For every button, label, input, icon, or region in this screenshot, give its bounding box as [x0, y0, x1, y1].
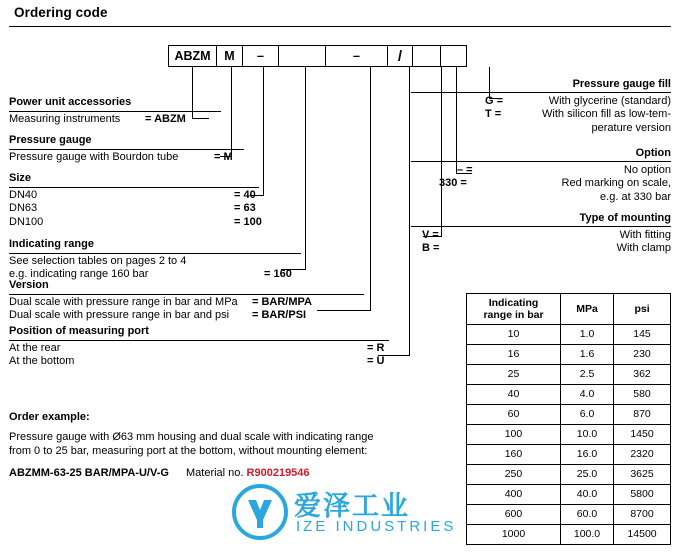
row-port-bottom-text: At the bottom: [9, 355, 75, 367]
row-fill-silicon-key: T =: [485, 108, 502, 120]
watermark: [232, 482, 457, 548]
cell-range: 10: [467, 325, 561, 345]
row-example-range-value: = 160: [264, 268, 292, 280]
row-option-none: [411, 164, 671, 178]
block-pressure-gauge: [9, 134, 244, 164]
order-example-code-line: [9, 466, 449, 481]
block-fill-heading: Pressure gauge fill: [572, 78, 671, 90]
row-dn63-text: DN63: [9, 202, 38, 214]
row-version-bar-mpa-text: Dual scale with pressure range in bar and MPa: [9, 295, 238, 308]
block-fill-divider: [411, 92, 671, 93]
cell-mpa: 40.0: [560, 485, 613, 505]
cell-mpa: 2.5: [560, 365, 613, 385]
row-fill-glycerine: [411, 95, 671, 109]
cell-mpa: 60.0: [560, 505, 613, 525]
row-bourdon-tube-text: Pressure gauge with Bourdon tube: [9, 150, 179, 163]
block-mounting-heading: Type of mounting: [579, 212, 671, 224]
row-option-red-marking-key: 330 =: [439, 177, 467, 189]
code-box-version: –: [325, 45, 388, 67]
block-mounting-divider: [411, 226, 671, 227]
block-pressure-gauge-fill: [411, 78, 671, 135]
leader-line-size-vertical: [263, 67, 264, 196]
watermark-english-text: IZE INDUSTRIES: [296, 518, 457, 535]
row-option-none-text: No option: [623, 163, 671, 176]
row-mounting-fitting: [411, 229, 671, 243]
row-mounting-clamp-text: With clamp: [616, 242, 671, 254]
block-indicating-range: [9, 238, 301, 282]
cell-range: 250: [467, 465, 561, 485]
table-header-indicating-range: [467, 294, 561, 325]
cell-mpa: 4.0: [560, 385, 613, 405]
leader-line-measuring-port-vertical: [409, 67, 410, 356]
block-version: [9, 279, 364, 323]
row-bourdon-tube-value: = M: [214, 150, 233, 163]
cell-psi: 230: [614, 345, 671, 365]
block-indicating-range-heading: Indicating range: [9, 238, 301, 254]
row-example-range-text: e.g. indicating range 160 bar: [9, 268, 149, 280]
row-mounting-fitting-text: With fitting: [619, 228, 671, 241]
row-port-rear: [9, 342, 389, 356]
block-size: [9, 172, 262, 229]
row-dn100: [9, 215, 262, 230]
table-row: [467, 445, 671, 465]
cell-psi: 1450: [614, 425, 671, 445]
block-power-unit-accessories: [9, 96, 221, 126]
row-version-bar-psi-value: = BAR/PSI: [252, 309, 307, 321]
cell-range: 100: [467, 425, 561, 445]
row-dn63: [9, 202, 259, 216]
order-example-material-label: Material no.: [185, 466, 244, 479]
row-fill-silicon: [411, 108, 671, 122]
block-measuring-port-position: [9, 325, 389, 369]
cell-mpa: 100.0: [560, 525, 613, 545]
order-example-line1: Pressure gauge with Ø63 mm housing and dual scale with indicating range: [9, 430, 374, 443]
cell-psi: 14500: [614, 525, 671, 545]
table-row: [467, 365, 671, 385]
row-dn63-value: = 63: [234, 202, 256, 214]
code-box-mounting: [412, 45, 441, 67]
cell-psi: 145: [614, 325, 671, 345]
table-row: [467, 465, 671, 485]
block-option-heading: Option: [635, 147, 671, 159]
page-title: Ordering code: [14, 5, 108, 20]
table-header-mpa: MPa: [560, 294, 613, 325]
row-fill-silicon-cont-text: perature version: [591, 121, 671, 134]
row-version-bar-mpa-value: = BAR/MPA: [252, 295, 312, 308]
block-option: [411, 147, 671, 204]
row-option-red-marking-cont-text: e.g. at 330 bar: [600, 190, 671, 203]
cell-range: 160: [467, 445, 561, 465]
order-example: [9, 410, 449, 480]
order-example-line2: from 0 to 25 bar, measuring port at the bottom, without mounting element:: [9, 445, 368, 457]
code-box-prefix: ABZM: [168, 45, 217, 67]
block-option-divider: [411, 161, 671, 162]
row-dn40-text: DN40: [9, 188, 38, 201]
watermark-chinese-text: 爱泽工业: [294, 491, 410, 521]
leader-line-indicating-range-vertical: [305, 67, 306, 270]
row-dn40: [9, 189, 259, 203]
table-row: [467, 505, 671, 525]
table-row: [467, 485, 671, 505]
cell-psi: 870: [614, 405, 671, 425]
block-pressure-gauge-heading: Pressure gauge: [9, 134, 244, 150]
row-dn100-text: DN100: [9, 215, 44, 228]
cell-psi: 362: [614, 365, 671, 385]
row-option-none-key: – =: [457, 163, 473, 176]
cell-mpa: 10.0: [560, 425, 613, 445]
row-mounting-clamp: [411, 242, 671, 256]
cell-mpa: 16.0: [560, 445, 613, 465]
cell-mpa: 1.6: [560, 345, 613, 365]
ordering-code-row: [168, 45, 466, 67]
row-port-rear-text: At the rear: [9, 341, 61, 354]
code-box-separator: /: [387, 45, 413, 67]
table-header-indicating-range-line1: Indicating: [488, 297, 539, 309]
row-version-bar-psi-text: Dual scale with pressure range in bar and psi: [9, 309, 230, 321]
cell-range: 600: [467, 505, 561, 525]
block-type-of-mounting: [411, 212, 671, 256]
row-dn100-value: = 100: [234, 215, 262, 228]
cell-psi: 3625: [614, 465, 671, 485]
cell-range: 16: [467, 345, 561, 365]
table-row: [467, 525, 671, 545]
row-bourdon-tube: [9, 151, 244, 165]
order-example-title: Order example:: [9, 411, 90, 423]
page-header: [0, 0, 680, 28]
cell-range: 25: [467, 365, 561, 385]
row-version-bar-mpa: [9, 296, 364, 310]
row-option-red-marking-cont: [411, 191, 671, 205]
row-selection-tables: [9, 255, 301, 269]
block-version-heading: Version: [9, 279, 364, 295]
table-header-row: [467, 294, 671, 325]
company-logo-icon: [232, 484, 288, 540]
header-divider: [9, 26, 671, 27]
row-measuring-instruments-text: Measuring instruments: [9, 112, 121, 125]
cell-range: 400: [467, 485, 561, 505]
indicating-range-table: [466, 293, 671, 545]
table-row: [467, 345, 671, 365]
cell-range: 1000: [467, 525, 561, 545]
table-header-indicating-range-line2: range in bar: [483, 309, 544, 321]
block-power-unit-heading: Power unit accessories: [9, 96, 221, 112]
code-box-size: –: [242, 45, 279, 67]
row-fill-silicon-text: With silicon fill as low-tem-: [542, 108, 671, 120]
row-mounting-clamp-key: B =: [422, 242, 440, 254]
cell-mpa: 6.0: [560, 405, 613, 425]
code-box-gauge-type: M: [216, 45, 243, 67]
cell-range: 60: [467, 405, 561, 425]
row-dn40-value: = 40: [234, 188, 256, 201]
block-size-heading: Size: [9, 172, 259, 188]
cell-psi: 8700: [614, 505, 671, 525]
code-box-indicating-range: [278, 45, 326, 67]
row-fill-silicon-cont: [411, 122, 671, 136]
row-fill-glycerine-text: With glycerine (standard): [548, 94, 671, 107]
cell-psi: 580: [614, 385, 671, 405]
table-row: [467, 385, 671, 405]
table-row: [467, 405, 671, 425]
row-selection-tables-text: See selection tables on pages 2 to 4: [9, 254, 187, 267]
cell-mpa: 25.0: [560, 465, 613, 485]
row-port-bottom-value: = U: [367, 355, 385, 367]
cell-psi: 5800: [614, 485, 671, 505]
row-mounting-fitting-key: V =: [422, 228, 439, 241]
leader-line-version-vertical: [370, 67, 371, 311]
table-row: [467, 325, 671, 345]
cell-range: 40: [467, 385, 561, 405]
row-measuring-instruments-value: = ABZM: [145, 112, 186, 125]
cell-mpa: 1.0: [560, 325, 613, 345]
order-example-material-value: R900219546: [246, 466, 310, 479]
row-option-red-marking-text: Red marking on scale,: [561, 177, 671, 189]
cell-psi: 2320: [614, 445, 671, 465]
row-measuring-instruments: [9, 113, 221, 127]
row-fill-glycerine-key: G =: [485, 94, 504, 107]
table-row: [467, 425, 671, 445]
row-port-rear-value: = R: [367, 341, 385, 354]
block-measuring-port-heading: Position of measuring port: [9, 325, 389, 341]
row-version-bar-psi: [9, 309, 364, 323]
row-option-red-marking: [411, 177, 671, 191]
table-header-psi: psi: [614, 294, 671, 325]
code-box-fill: [440, 45, 467, 67]
row-port-bottom: [9, 355, 389, 369]
order-example-code: ABZMM-63-25 BAR/MPA-U/V-G: [9, 466, 169, 479]
